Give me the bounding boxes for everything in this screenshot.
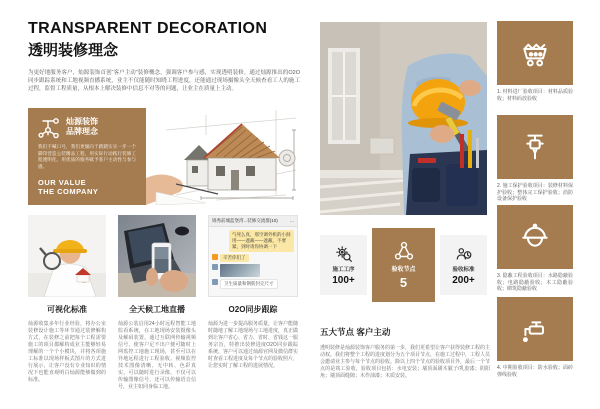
house-sketch-photo bbox=[146, 100, 300, 205]
chat-avatar bbox=[212, 264, 218, 270]
chat-bubble: 辛苦你们了 bbox=[220, 254, 249, 262]
page-title-en: TRANSPARENT DECORATION bbox=[28, 20, 268, 37]
brand-card-footer: OUR VALUE THE COMPANY bbox=[38, 178, 99, 196]
checklist-item-materials bbox=[497, 21, 573, 102]
checklist-item-protection bbox=[497, 115, 573, 203]
feature-body: 灿源公装启用24小时远程智能工地监看系统，在工地现场安装摄像头及解码装置，通过互联网传输视频信号，使客户足不出户便可随时上网监控工地施工现场，甚至可以在异地远程进行工程验收。视频监控技术图像清晰、无中转、色彩真实，可以随时进行录像，不仅可以传输图像信号，还可以传输语音信号，业主如同身临工地。 bbox=[118, 321, 196, 390]
phone-laptop-photo bbox=[118, 215, 196, 297]
checklist-caption: 3. 隐蔽工程验收项目：水路隐蔽验收；电路隐蔽验收；木工隐蔽验收；砌筑隐蔽验收 bbox=[497, 273, 573, 292]
stats-row bbox=[320, 228, 487, 302]
feature-body: 灿源为进一步提高服务质量，让客户能随时随地了解工地现场与工地进度，真正做到让客户省心、省力、省时、省钱这一服务宗旨，特推出装修进度O2O同步跟踪系统，客户可以通过灿源官网及微信群实时查看工程进度及每个节点的验收照片，让您实时了解工程的进展情况。 bbox=[208, 321, 299, 369]
stat-label: 验收标准 bbox=[452, 266, 475, 273]
checklist-item-mid-term bbox=[497, 297, 573, 378]
worker-helmet-icon bbox=[497, 205, 573, 269]
chat-more-icon: ··· bbox=[289, 218, 294, 224]
page-title-zh: 透明装修理念 bbox=[28, 42, 119, 59]
wechat-group-screenshot bbox=[208, 215, 298, 297]
person-clock-icon bbox=[455, 245, 473, 263]
stat-value: 200+ bbox=[452, 274, 475, 286]
jackhammer-icon bbox=[497, 115, 573, 179]
feature-o2o-tracking bbox=[208, 215, 298, 370]
faucet-icon bbox=[497, 297, 573, 361]
inspector-photo bbox=[28, 215, 106, 297]
five-nodes-section bbox=[320, 326, 490, 380]
brand-value-card bbox=[28, 108, 146, 205]
feature-title: 可视化标准 bbox=[47, 305, 87, 314]
feature-title: O2O同步跟踪 bbox=[228, 305, 278, 314]
feature-live-stream bbox=[118, 215, 196, 391]
chat-avatar bbox=[212, 279, 218, 285]
intro-paragraph: 为更好地服务客户，灿源装饰首创“客户主动”装修概念，强调客户参与感，实现透明装修。通过灿源推出的O2O同步跟踪系统和工地视频直播系统，业主不仅能随时知晓工程进度，还能通过现场摄像头全天候查看工人的施工过程，监督工程质量，从根本上解决装修中信息不对等的问题，让业主在质量上主动。 bbox=[28, 69, 300, 92]
network-nodes-icon bbox=[38, 117, 60, 139]
feature-body: 灿源收集多年行业经验，将办公室装修设计施工等环节通过装修解构方式，在装修之前把每个工程需要施工的项目都解构成业主能够轻易理解的一个个小模块，并将各项施工标准以现场样板式图片的方式进行展示，让客户没有专业知识的情况下也能直观明白灿源能够做到的标准。 bbox=[28, 321, 106, 383]
feature-visual-standard bbox=[28, 215, 106, 384]
chat-avatar bbox=[212, 254, 218, 260]
checklist-caption: 4. 中期验收项目：防水验收；面砖弹线验收 bbox=[497, 365, 573, 378]
chat-site-photo bbox=[220, 264, 260, 277]
chat-caption: 卫生质量和钢筋封完尺寸 bbox=[220, 279, 278, 289]
nodes-triangle-icon bbox=[393, 240, 415, 262]
chat-group-title: 锦秀前城蓝堡湾...装修交流群(10) bbox=[212, 218, 278, 223]
stat-value: 5 bbox=[399, 275, 408, 290]
checklist-caption: 1. 材料进厂验收项目：材料品质验收；材料码放验收 bbox=[497, 89, 573, 102]
checklist-item-concealed-works bbox=[497, 205, 573, 293]
five-nodes-body: 透明装修是灿源装饰客户服务的第一步，我们更希望让客户获得装修工程的主动权。我们将整个工程的进度划分为五个项目节点，在施工过程中，工程人员会邀请业主参与每个节点的验收。除以上四个节点的验收项目外，最后一个节点的是竣工验收，验收项目包括：水电安装；墙顶面刷木腻子/乳胶漆；阴阳角；墙顶面缝隙；木作油漆；木质安装。 bbox=[320, 345, 491, 379]
feature-title: 全天候工地直播 bbox=[129, 305, 185, 314]
five-nodes-title: 五大节点 客户主动 bbox=[320, 327, 391, 337]
stat-label: 验收节点 bbox=[391, 267, 416, 273]
chat-bubble: 气死么真，那空调外机的小洞用——遮蔽——遮蔽，不要紧，到时请你协调一下 bbox=[229, 230, 294, 252]
gear-magnifier-icon bbox=[335, 245, 353, 263]
material-cart-icon bbox=[497, 21, 573, 85]
stat-inspection-standards bbox=[440, 235, 487, 295]
handyman-photo bbox=[320, 22, 487, 215]
brand-card-title: 灿源装饰 品牌理念 bbox=[66, 117, 98, 136]
brand-card-body: 我们不喊口号，我们更倾向于踏踏实实一步一个脚印营造公装精品工程，用实际行动践行装修工程透明化，用优质的服务赋予客户主动性与参与感。 bbox=[38, 144, 136, 169]
stat-value: 100+ bbox=[332, 274, 355, 286]
checklist-caption: 2. 施工保护验收项目：装修材料保护验收；整体完工保护验收；消防设备保护验收 bbox=[497, 183, 573, 202]
stat-label: 施工工序 bbox=[332, 266, 355, 273]
stat-construction-steps bbox=[320, 235, 367, 295]
stat-inspection-nodes bbox=[372, 228, 435, 302]
